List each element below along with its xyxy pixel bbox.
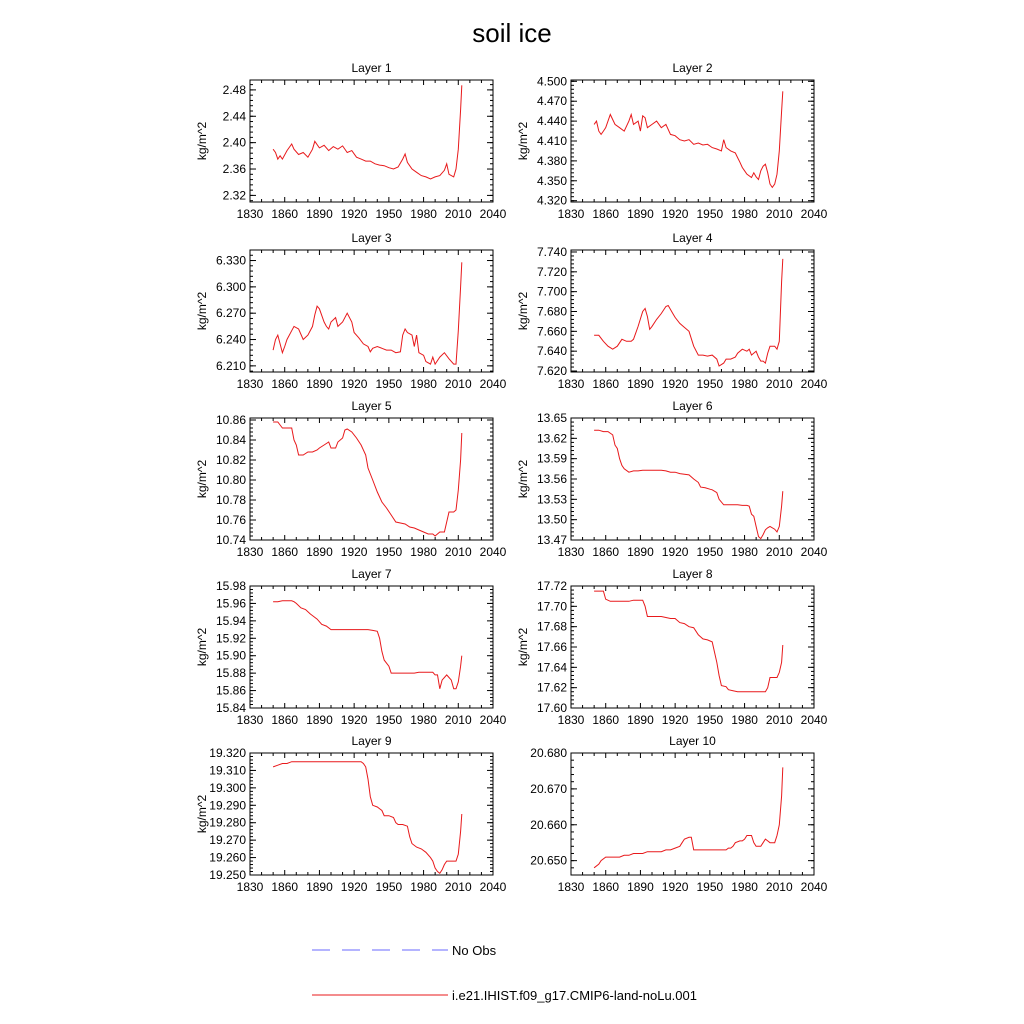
layer-5-title: Layer 5 [351,399,392,413]
panel-layer-6 [516,399,828,559]
layer-10-xtick-label: 1950 [696,880,724,894]
layer-5-ytick-label: 10.76 [215,513,246,527]
layer-3-ytick-label: 6.270 [215,306,246,321]
layer-4-title: Layer 4 [672,231,713,245]
layer-7-xtick-label: 1860 [271,713,299,727]
layer-9-xtick-label: 1860 [271,880,299,894]
layer-7-xtick-label: 1920 [340,713,368,727]
layer-3-xtick-label: 1920 [340,377,368,391]
layer-6-ytick-label: 13.62 [536,431,567,446]
layer-4-xtick-label: 2010 [765,377,793,391]
layer-4-ytick-label: 7.720 [536,264,567,279]
legend [312,943,697,1003]
layer-8-xtick-label: 2010 [765,713,793,727]
layer-2-title: Layer 2 [672,61,713,75]
layer-1-xtick-label: 1980 [410,207,437,221]
layer-2-ytick-label: 4.320 [536,193,567,208]
layer-10-xtick-label: 2010 [765,880,793,894]
layer-2-xtick-label: 1860 [592,207,620,221]
layer-6-xtick-label: 1830 [557,545,585,559]
layer-9-xtick-label: 1980 [410,880,437,894]
layer-2-xtick-label: 1890 [627,207,654,221]
chart-title: soil ice [472,18,552,48]
layer-4-xtick-label: 1890 [627,377,654,391]
layer-5-xtick-label: 1830 [236,545,264,559]
layer-4-xtick-label: 2040 [800,377,828,391]
panel-layer-1 [195,61,507,221]
layer-3-xtick-label: 1830 [236,377,264,391]
layer-8-xtick-label: 1950 [696,713,724,727]
layer-8-ytick-label: 17.72 [536,579,567,593]
layer-8-xtick-label: 1860 [592,713,620,727]
layer-10-xtick-label: 2040 [800,880,828,894]
layer-3-xtick-label: 2010 [444,377,472,391]
layer-8-ytick-label: 17.60 [536,701,567,715]
layer-7-ytick-label: 15.86 [215,683,246,698]
layer-2-ytick-label: 4.500 [536,74,567,89]
legend-label-model: i.e21.IHIST.f09_g17.CMIP6-land-noLu.001 [452,988,697,1003]
layer-9-ytick-label: 19.320 [209,746,246,760]
layer-10-xtick-label: 1890 [627,880,654,894]
layer-6-ytick-label: 13.56 [536,472,567,486]
panel-layer-4 [516,231,828,391]
layer-5-xtick-label: 1980 [410,545,437,559]
layer-8-ylabel: kg/m^2 [516,627,530,667]
layer-4-series-line [594,259,783,366]
layer-1-ytick-label: 2.32 [222,188,246,203]
layer-8-xtick-label: 1830 [557,713,585,727]
layer-9-xtick-label: 1890 [306,880,333,894]
layer-3-ytick-label: 6.240 [215,332,246,347]
layer-9-ylabel: kg/m^2 [195,794,209,834]
layer-4-xtick-label: 1950 [696,377,724,391]
layer-8-xtick-label: 1920 [661,713,689,727]
layer-2-ytick-label: 4.470 [536,94,567,109]
layer-7-xtick-label: 2010 [444,713,472,727]
layer-9-series-line [273,762,462,874]
layer-8-xtick-label: 2040 [800,713,828,727]
layer-10-xtick-label: 1980 [731,880,758,894]
layer-6-series-line [594,430,783,538]
layer-6-title: Layer 6 [672,399,713,413]
layer-8-ytick-label: 17.64 [536,660,567,675]
layer-7-xtick-label: 1980 [410,713,437,727]
layer-9-frame [250,753,493,875]
layer-5-xtick-label: 1920 [340,545,368,559]
layer-5-frame [250,418,493,540]
layer-2-ytick-label: 4.380 [536,153,567,168]
layer-3-xtick-label: 1950 [375,377,403,391]
layer-8-ytick-label: 17.62 [536,680,567,695]
layer-8-title: Layer 8 [672,567,713,581]
layer-6-xtick-label: 1860 [592,545,620,559]
layer-1-ytick-label: 2.44 [222,109,246,124]
layer-2-frame [571,80,814,202]
layer-7-ytick-label: 15.90 [215,648,246,663]
layer-5-series-line [273,422,462,536]
layer-5-ytick-label: 10.74 [215,533,246,547]
layer-8-ytick-label: 17.68 [536,619,567,634]
layer-4-xtick-label: 1830 [557,377,585,391]
layer-2-ytick-label: 4.350 [536,173,567,188]
layer-10-ytick-label: 20.650 [530,853,567,868]
layer-4-ylabel: kg/m^2 [516,291,530,331]
layer-5-ylabel: kg/m^2 [195,459,209,499]
layer-2-xtick-label: 2010 [765,207,793,221]
layer-2-ytick-label: 4.410 [536,134,567,148]
layer-1-ytick-label: 2.48 [222,82,246,97]
layer-6-xtick-label: 1890 [627,545,654,559]
panel-layer-5 [195,399,507,559]
layer-9-ytick-label: 19.310 [209,763,246,778]
panel-layer-7 [195,567,507,727]
layer-2-xtick-label: 1980 [731,207,758,221]
layer-5-ytick-label: 10.86 [215,413,246,427]
layer-7-xtick-label: 1890 [306,713,333,727]
layer-6-xtick-label: 1950 [696,545,724,559]
layer-1-frame [250,80,493,202]
layer-1-xtick-label: 2010 [444,207,472,221]
layer-9-xtick-label: 1830 [236,880,264,894]
layer-9-ytick-label: 19.280 [209,815,246,830]
layer-3-xtick-label: 1890 [306,377,333,391]
layer-7-xtick-label: 1830 [236,713,264,727]
layer-1-ytick-label: 2.40 [222,135,246,150]
layer-7-ytick-label: 15.98 [215,579,246,593]
layer-3-title: Layer 3 [351,231,392,245]
layer-5-ytick-label: 10.80 [215,473,246,487]
layer-5-xtick-label: 2010 [444,545,472,559]
layer-2-xtick-label: 2040 [800,207,828,221]
layer-6-frame [571,418,814,540]
layer-6-ytick-label: 13.53 [536,492,567,507]
layer-5-xtick-label: 1890 [306,545,333,559]
layer-2-ylabel: kg/m^2 [516,121,530,161]
layer-4-ytick-label: 7.620 [536,364,567,379]
layer-10-ytick-label: 20.680 [530,746,567,760]
layer-4-ytick-label: 7.680 [536,304,567,319]
layer-4-ytick-label: 7.700 [536,284,567,299]
layer-1-xtick-label: 1950 [375,207,403,221]
layer-7-title: Layer 7 [351,567,392,581]
layer-4-ytick-label: 7.740 [536,244,567,259]
layer-7-ytick-label: 15.94 [215,613,246,628]
layer-4-ytick-label: 7.660 [536,324,567,339]
layer-9-ytick-label: 19.300 [209,780,246,795]
layer-2-xtick-label: 1920 [661,207,689,221]
layer-3-ytick-label: 6.300 [215,279,246,294]
layer-7-xtick-label: 2040 [479,713,507,727]
layer-6-ytick-label: 13.65 [536,411,567,425]
layer-6-ylabel: kg/m^2 [516,459,530,499]
layer-2-ytick-label: 4.440 [536,114,567,129]
layer-5-ytick-label: 10.84 [215,433,246,447]
layer-7-ytick-label: 15.84 [215,701,246,715]
layer-1-title: Layer 1 [351,61,392,75]
layer-7-ylabel: kg/m^2 [195,627,209,667]
layer-10-xtick-label: 1920 [661,880,689,894]
layer-10-ytick-label: 20.670 [530,781,567,796]
layer-8-ytick-label: 17.66 [536,640,567,654]
layer-9-title: Layer 9 [351,734,392,748]
layer-6-ytick-label: 13.59 [536,451,567,466]
layer-6-ytick-label: 13.47 [536,533,567,547]
layer-10-ytick-label: 20.660 [530,817,567,832]
layer-7-frame [250,586,493,708]
layer-2-xtick-label: 1950 [696,207,724,221]
layer-7-series-line [273,601,462,689]
layer-10-title: Layer 10 [669,734,716,748]
layer-9-ytick-label: 19.250 [209,868,246,882]
layer-1-xtick-label: 1890 [306,207,333,221]
layer-8-xtick-label: 1890 [627,713,654,727]
layer-8-series-line [594,591,783,692]
layer-3-ytick-label: 6.330 [215,253,246,268]
layer-5-ytick-label: 10.78 [215,493,246,507]
layer-3-ytick-label: 6.210 [215,358,246,373]
layer-7-ytick-label: 15.88 [215,666,246,681]
layer-4-xtick-label: 1980 [731,377,758,391]
layer-10-xtick-label: 1860 [592,880,620,894]
layer-1-xtick-label: 1830 [236,207,264,221]
panel-layer-2 [516,61,828,221]
layer-7-xtick-label: 1950 [375,713,403,727]
layer-6-xtick-label: 1980 [731,545,758,559]
layer-8-xtick-label: 1980 [731,713,758,727]
layer-3-xtick-label: 1860 [271,377,299,391]
layer-6-xtick-label: 1920 [661,545,689,559]
layer-9-xtick-label: 2040 [479,880,507,894]
panel-layer-10 [530,734,827,894]
layer-6-xtick-label: 2010 [765,545,793,559]
layer-9-ytick-label: 19.270 [209,833,246,848]
legend-label-no-obs: No Obs [452,943,497,958]
layer-9-xtick-label: 1950 [375,880,403,894]
layer-1-xtick-label: 2040 [479,207,507,221]
layer-4-xtick-label: 1860 [592,377,620,391]
layer-3-series-line [273,262,462,364]
layer-9-ytick-label: 19.290 [209,798,246,813]
panel-layer-9 [195,734,507,894]
layer-2-series-line [594,91,783,187]
layer-9-xtick-label: 1920 [340,880,368,894]
layer-8-ytick-label: 17.70 [536,599,567,614]
layer-1-xtick-label: 1860 [271,207,299,221]
layer-3-ylabel: kg/m^2 [195,291,209,331]
layer-1-ylabel: kg/m^2 [195,121,209,161]
panel-layer-8 [516,567,828,727]
layer-7-ytick-label: 15.92 [215,631,246,646]
layer-8-frame [571,586,814,708]
layer-5-ytick-label: 10.82 [215,453,246,467]
layer-4-frame [571,250,814,372]
layer-5-xtick-label: 1950 [375,545,403,559]
layer-10-series-line [594,767,783,867]
layer-3-xtick-label: 2040 [479,377,507,391]
layer-6-ytick-label: 13.50 [536,512,567,527]
layer-1-ytick-label: 2.36 [222,162,246,177]
layer-5-xtick-label: 1860 [271,545,299,559]
panels-group [195,61,828,894]
layer-2-xtick-label: 1830 [557,207,585,221]
layer-6-xtick-label: 2040 [800,545,828,559]
layer-5-xtick-label: 2040 [479,545,507,559]
layer-7-ytick-label: 15.96 [215,596,246,611]
layer-1-series-line [273,85,462,179]
layer-1-xtick-label: 1920 [340,207,368,221]
layer-10-xtick-label: 1830 [557,880,585,894]
layer-9-ytick-label: 19.260 [209,850,246,865]
layer-3-xtick-label: 1980 [410,377,437,391]
layer-9-xtick-label: 2010 [444,880,472,894]
panel-layer-3 [195,231,507,391]
layer-4-ytick-label: 7.640 [536,344,567,359]
layer-4-xtick-label: 1920 [661,377,689,391]
